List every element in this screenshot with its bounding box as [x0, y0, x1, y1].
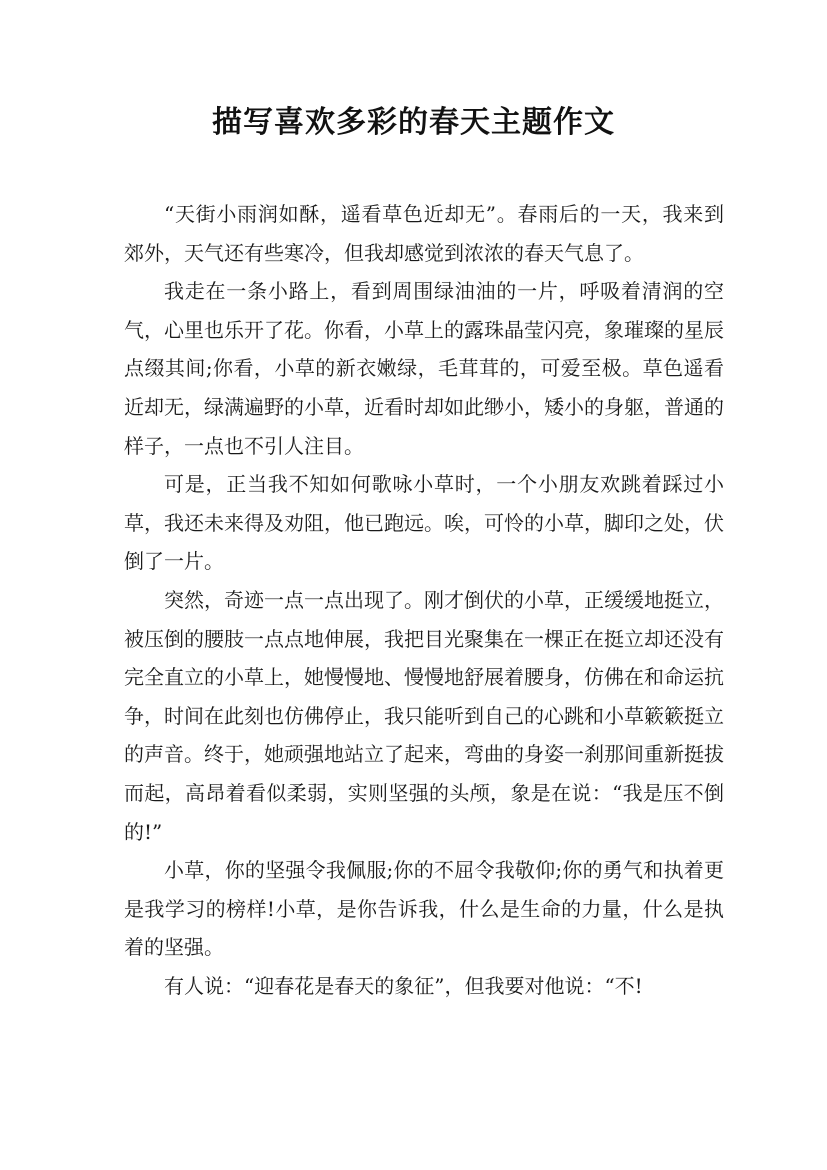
paragraph-3: 可是，正当我不知如何歌咏小草时，一个小朋友欢跳着踩过小草，我还未来得及劝阻，他已跑远。唉，可怜的小草，脚印之处，伏倒了一片。: [124, 472, 724, 574]
paragraph-1: “天街小雨润如酥，遥看草色近却无”。春雨后的一天，我来到郊外，天气还有些寒冷，但我却感觉到浓浓的春天气息了。: [124, 202, 724, 265]
paragraph-5: 小草，你的坚强令我佩服;你的不屈令我敬仰;你的勇气和执着更是我学习的榜样!小草，是你告诉我，什么是生命的力量，什么是执着的坚强。: [124, 858, 724, 960]
paragraph-2: 我走在一条小路上，看到周围绿油油的一片，呼吸着清润的空气，心里也乐开了花。你看，小草上的露珠晶莹闪亮，象璀璨的星辰点缀其间;你看，小草的新衣嫩绿，毛茸茸的，可爱至极。草色遥看近却无，绿满遍野的小草，近看时却如此缈小，矮小的身躯，普通的样子，一点也不引人注目。: [124, 279, 724, 458]
document-body: [124, 195, 724, 1005]
paragraph-6: 有人说：“迎春花是春天的象征”，但我要对他说：“不!: [164, 973, 643, 998]
document-title: 描写喜欢多彩的春天主题作文: [212, 105, 615, 140]
paragraph-4: 突然，奇迹一点一点出现了。刚才倒伏的小草，正缓缓地挺立，被压倒的腰肢一点点地伸展，我把目光聚集在一棵正在挺立却还没有完全直立的小草上，她慢慢地、慢慢地舒展着腰身，仿佛在和命运抗争，时间在此刻也仿佛停止，我只能听到自己的心跳和小草簌簌挺立的声音。终于，她顽强地站立了起来，弯曲的身姿一刹那间重新挺拔而起，高昂着看似柔弱，实则坚强的头颅，象是在说：“我是压不倒的!”: [124, 587, 724, 844]
